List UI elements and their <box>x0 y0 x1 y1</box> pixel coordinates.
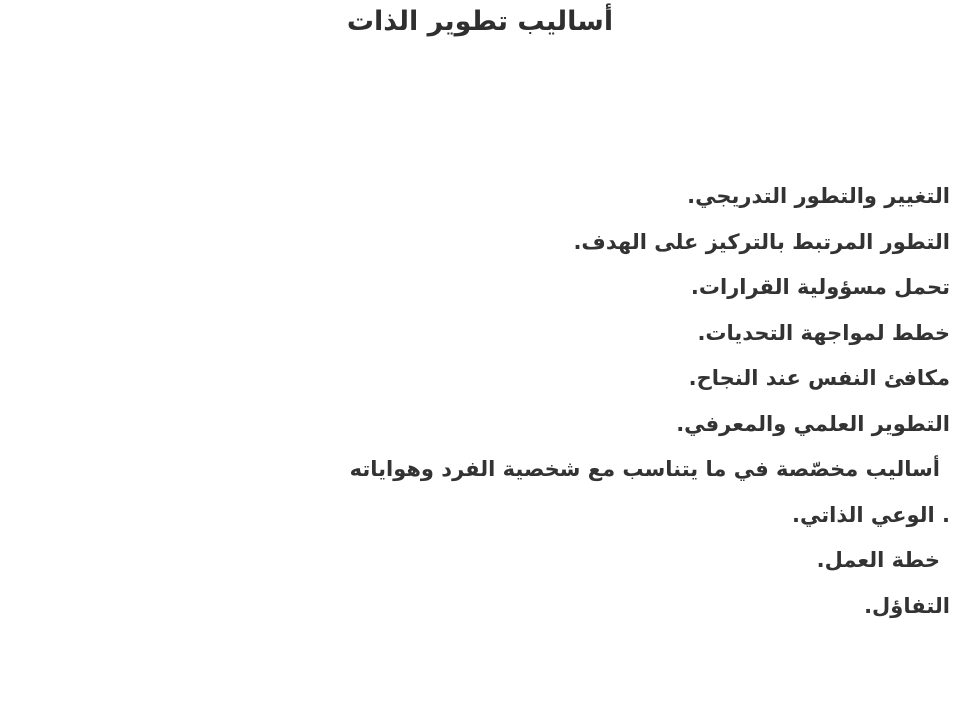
list-item: مكافئ النفس عند النجاح. <box>688 366 950 390</box>
list-item: التفاؤل. <box>864 593 950 618</box>
bullet-list <box>50 174 950 629</box>
list-item: التغيير والتطور التدريجي. <box>687 184 950 208</box>
list-item: التطوير العلمي والمعرفي. <box>676 411 950 436</box>
slide-title: أساليب تطوير الذات <box>346 6 614 37</box>
list-item: تحمل مسؤولية القرارات. <box>690 275 950 299</box>
list-item: . الوعي الذاتي. <box>792 502 950 527</box>
list-item: خطط لمواجهة التحديات. <box>697 320 950 345</box>
list-item: خطة العمل. <box>816 548 940 572</box>
list-item: التطور المرتبط بالتركيز على الهدف. <box>573 229 950 254</box>
list-item: أساليب مخصّصة في ما يتناسب مع شخصية الفرد وهواياته <box>349 457 940 481</box>
